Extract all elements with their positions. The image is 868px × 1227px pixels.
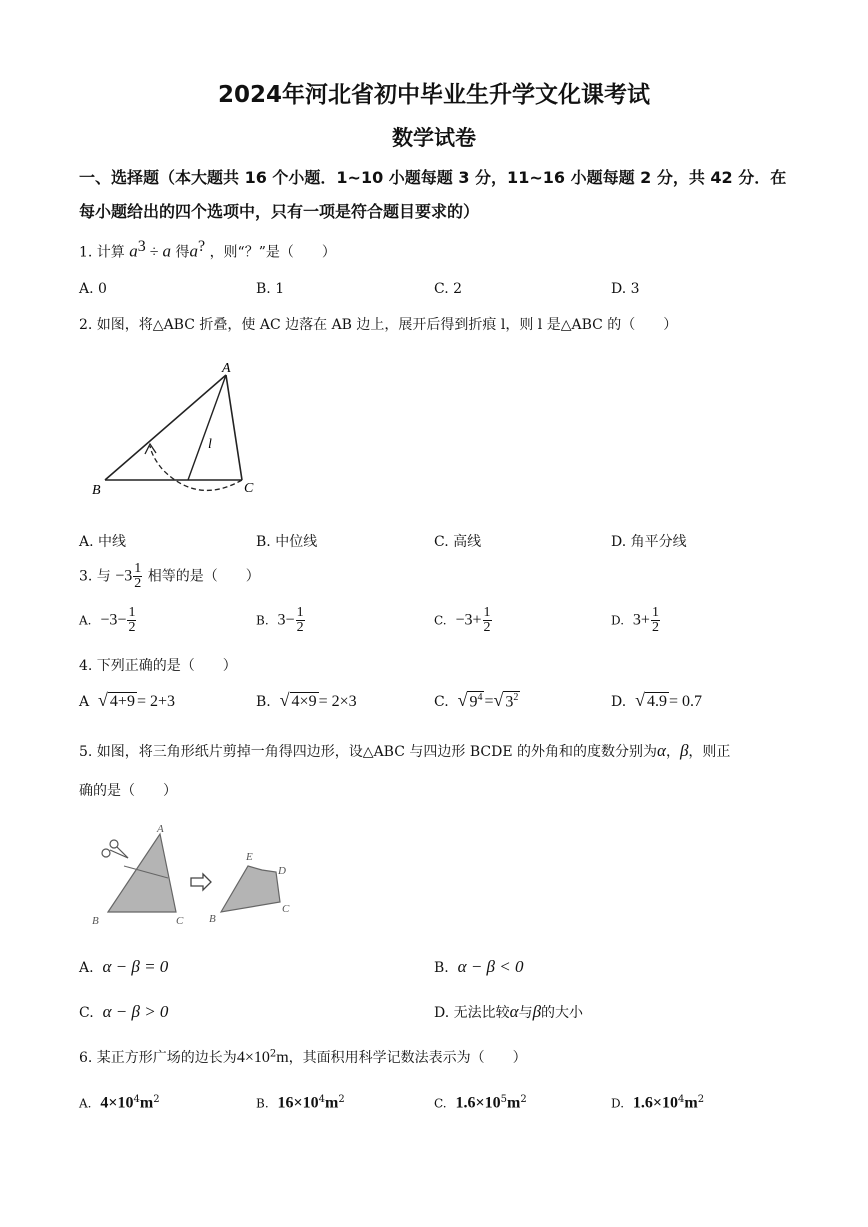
exam-subtitle: 数学试卷 [392, 126, 476, 150]
q2-option-a[interactable]: A. 中线 [79, 534, 127, 550]
scissors-icon [102, 849, 110, 857]
q1-option-b[interactable]: B. 1 [256, 281, 285, 297]
svg-text:E: E [246, 851, 253, 863]
q3-option-d[interactable]: D. 3+ $\frac{1}{2}$ [611, 605, 659, 635]
svg-text:C: C [282, 903, 290, 915]
q5-option-b[interactable]: B. α − β < 0 [434, 957, 524, 976]
q3-option-c[interactable]: C. −3+ $\frac{1}{2}$ [434, 605, 491, 635]
q6-option-c[interactable]: C. $1.6\times 10^5m^2$ [434, 1094, 527, 1112]
q5-option-a[interactable]: A. α − β = 0 [79, 957, 169, 976]
q1-option-d[interactable]: D. 3 [611, 281, 640, 297]
question-6: 6. 某正方形广场的边长为$4\times 10^2m$，其面积用科学记数法表示为（ ） [79, 1048, 527, 1066]
svg-text:D: D [278, 865, 286, 877]
q2-option-d[interactable]: D. 角平分线 [611, 534, 687, 550]
question-3: 3. 与 −3 $\frac{1}{2}$ 相等的是（ ） [79, 561, 260, 591]
side-ab [105, 375, 226, 480]
q4-option-b[interactable]: B. √ 4×9 = 2×3 [256, 690, 357, 710]
label-A: A [222, 361, 231, 376]
q3-option-b[interactable]: B. 3− $\frac{1}{2}$ [256, 605, 304, 635]
q4-option-c[interactable]: C. √ $9^4$ =√ $3^2$ [434, 690, 519, 710]
q2-option-c[interactable]: C. 高线 [434, 534, 482, 550]
svg-text:A: A [157, 823, 164, 835]
q4-option-a[interactable]: A √ 4+9 = 2+3 [79, 690, 175, 710]
q5-option-d[interactable]: D. 无法比较α与β的大小 [434, 1002, 584, 1021]
question-5-line1: 5. 如图，将三角形纸片剪掉一角得四边形，设△ABC 与四边形 BCDE 的外角和的度数分别为α，β，则正 [79, 741, 731, 760]
q6-option-d[interactable]: D. $1.6\times 10^4m^2$ [611, 1094, 705, 1112]
q2-triangle-figure [88, 360, 268, 500]
label-C: C [244, 481, 254, 496]
svg-text:C: C [176, 915, 184, 927]
question-4: 4. 下列正确的是（ ） [79, 658, 237, 674]
label-B: B [92, 483, 101, 498]
quadrilateral-bcde [221, 866, 280, 912]
q3-option-a[interactable]: A. −3− $\frac{1}{2}$ [79, 605, 136, 635]
right-arrow-icon [191, 874, 211, 890]
q3-fraction: $\frac{1}{2}$ [134, 561, 142, 591]
q6-option-b[interactable]: B. $16\times 10^4m^2$ [256, 1094, 345, 1112]
side-ac [226, 375, 242, 480]
q2-option-b[interactable]: B. 中位线 [256, 534, 318, 550]
svg-text:B: B [209, 913, 216, 925]
question-2: 2. 如图，将△ABC 折叠，使 AC 边落在 AB 边上，展开后得到折痕 l，则 l 是△ABC 的（ ） [79, 317, 678, 333]
question-1: 1. 计算 $a^3 \div a$ 得a? ，则“？”是（ ） [79, 238, 336, 261]
section-instructions-line2: 每小题给出的四个选项中，只有一项是符合题目要求的） [79, 202, 480, 221]
q1-number: 1. 计算 [79, 244, 125, 261]
arrow-head-icon [145, 444, 156, 454]
label-l: l [208, 437, 212, 452]
q1-option-a[interactable]: A. 0 [79, 281, 107, 297]
q5-option-c[interactable]: C. α − β > 0 [79, 1002, 169, 1021]
svg-text:B: B [92, 915, 99, 927]
question-5-line2: 确的是（ ） [79, 783, 177, 799]
exam-title: 2024年河北省初中毕业生升学文化课考试 [217, 82, 650, 108]
q5-cut-figure [88, 820, 298, 930]
fold-arc [150, 446, 242, 490]
q4-option-d[interactable]: D. √ 4.9 = 0.7 [611, 690, 703, 710]
section-instructions-line1: 一、选择题（本大题共 16 个小题．1~10 小题每题 3 分，11~16 小题每题 2 分，共 42 分．在 [79, 168, 787, 187]
q6-option-a[interactable]: A. $4\times 10^4m^2$ [79, 1094, 160, 1112]
q1-option-c[interactable]: C. 2 [434, 281, 463, 297]
